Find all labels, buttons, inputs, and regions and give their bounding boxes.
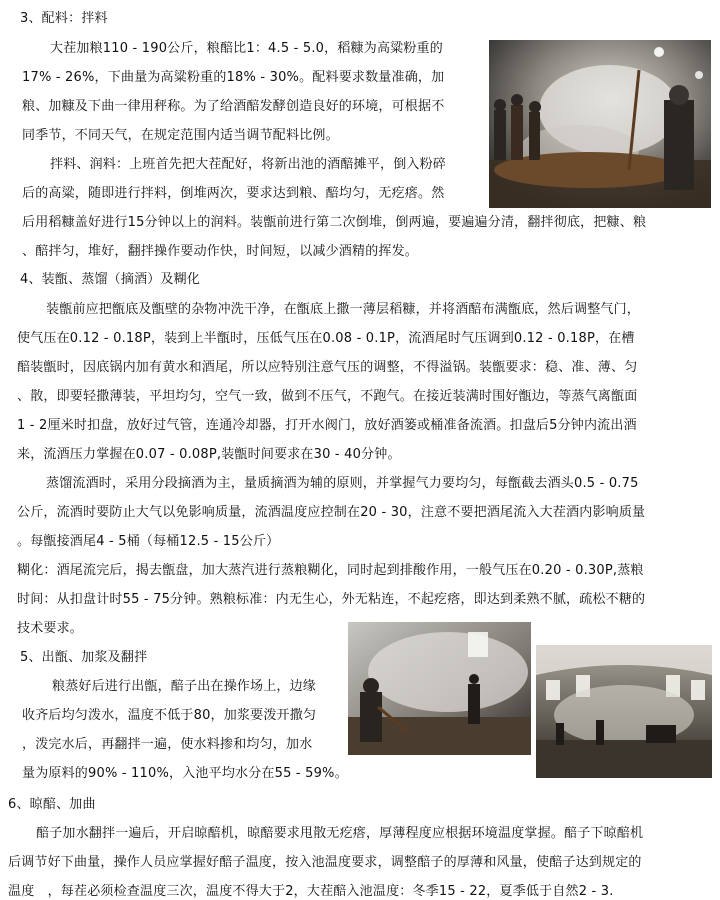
section-heading: 4、装甑、蒸馏（摘酒）及糊化 [20, 272, 201, 287]
paragraph-line: 后调节好下曲量，操作人员应掌握好醅子温度，按入池温度要求，调整醅子的厚薄和风量，使醅子达到规定的 [8, 855, 642, 870]
paragraph-line: 17% - 26%，下曲量为高粱粉重的18% - 30%。配料要求数量准确，加 [22, 70, 445, 85]
paragraph-line: 量为原料的90% - 110%，入池平均水分在55 - 59%。 [22, 766, 348, 781]
paragraph-line: 蒸馏流酒时，采用分段摘酒为主，量质摘酒为辅的原则，并掌握气力要均匀，每甑截去酒头0.5 - 0.75 [46, 476, 639, 491]
section-heading: 5、出甑、加浆及翻拌 [20, 650, 148, 665]
steam-shoveling-photo-image [348, 622, 531, 755]
distillery-hall-photo-image [536, 645, 712, 778]
paragraph-line: 1 - 2厘米时扣盘，放好过气管，连通冷却器，打开水阀门，放好酒篓或桶准备流酒。扣盘后5分钟内流出酒 [17, 418, 637, 433]
distillery-hall-photo [536, 645, 712, 778]
distillery-steam-photo [489, 40, 711, 208]
paragraph-line: 糊化：酒尾流完后，揭去甑盘，加大蒸汽进行蒸粮糊化，同时起到排酸作用，一般气压在0.20 - 0.30P,蒸粮 [17, 563, 644, 578]
paragraph-line: ，泼完水后，再翻拌一遍，使水料掺和均匀，加水 [22, 737, 313, 752]
distillery-steam-photo-image [489, 40, 711, 208]
paragraph-line: 。每甑接酒尾4 - 5桶（每桶12.5 - 15公斤） [17, 534, 280, 549]
paragraph-line: 醅子加水翻拌一遍后，开启晾醅机，晾醅要求甩散无疙瘩，厚薄程度应根据环境温度掌握。醅子下晾醅机 [36, 826, 644, 841]
paragraph-line: 收齐后均匀泼水，温度不低于80，加浆要泼开撒匀 [22, 708, 317, 723]
paragraph-line: 时间：从扣盘计时55 - 75分钟。熟粮标准：内无生心，外无粘连，不起疙瘩，即达到柔熟不腻，疏松不糖的 [17, 592, 646, 607]
section-heading: 6、晾醅、加曲 [8, 797, 96, 812]
paragraph-line: 来，流酒压力掌握在0.07 - 0.08P,装甑时间要求在30 - 40分钟。 [17, 447, 401, 462]
paragraph-line: 温度 ，每茬必须检查温度三次，温度不得大于2，大茬醅入池温度：冬季15 - 22，夏季低于自然2 - 3. [8, 884, 614, 899]
paragraph-line: 公斤，流酒时要防止大气以免影响质量，流酒温度应控制在20 - 30，注意不要把酒尾流入大茬酒内影响质量 [17, 505, 646, 520]
paragraph-line: 拌料、润料：上班首先把大茬配好，将新出池的酒醅摊平，倒入粉碎 [50, 157, 447, 172]
paragraph-line: 醅装甑时，因底锅内加有黄水和酒尾，所以应特别注意气压的调整，不得溢锅。装甑要求：稳、准、薄、匀 [17, 360, 638, 375]
paragraph-line: 同季节，不同天气，在规定范围内适当调节配料比例。 [22, 128, 339, 143]
section-heading: 3、配料：拌料 [20, 11, 108, 26]
paragraph-line: 粮蒸好后进行出甑，醅子出在操作场上，边缘 [52, 679, 317, 694]
paragraph-line: 技术要求。 [17, 621, 84, 636]
paragraph-line: 、散，即要轻撒薄装，平坦均匀，空气一致，做到不压气，不跑气。在接近装满时围好甑边，等蒸气离甑面 [17, 389, 638, 404]
paragraph-line: 、醅拌匀，堆好，翻拌操作要动作快，时间短，以减少酒精的挥发。 [22, 244, 419, 259]
paragraph-line: 使气压在0.12 - 0.18P，装到上半甑时，压低气压在0.08 - 0.1P，流酒尾时气压调到0.12 - 0.18P，在槽 [17, 331, 635, 346]
steam-shoveling-photo [348, 622, 531, 755]
paragraph-line: 后用稻糠盖好进行15分钟以上的润料。装甑前进行第二次倒堆，倒两遍，要遍遍分清，翻拌彻底，把糠、粮 [22, 215, 647, 230]
paragraph-line: 装甑前应把甑底及甑壁的杂物冲洗干净，在甑底上撒一薄层稻糠，并将酒醅布满甑底，然后调整气门， [46, 302, 641, 317]
paragraph-line: 后的高粱，随即进行拌料，倒堆两次，要求达到粮、醅均匀，无疙瘩。然 [22, 186, 445, 201]
paragraph-line: 大茬加粮110 - 190公斤，粮醅比1：4.5 - 5.0，稻糠为高粱粉重的 [50, 41, 443, 56]
paragraph-line: 粮、加糠及下曲一律用秤称。为了给酒醅发酵创造良好的环境，可根据不 [22, 99, 445, 114]
